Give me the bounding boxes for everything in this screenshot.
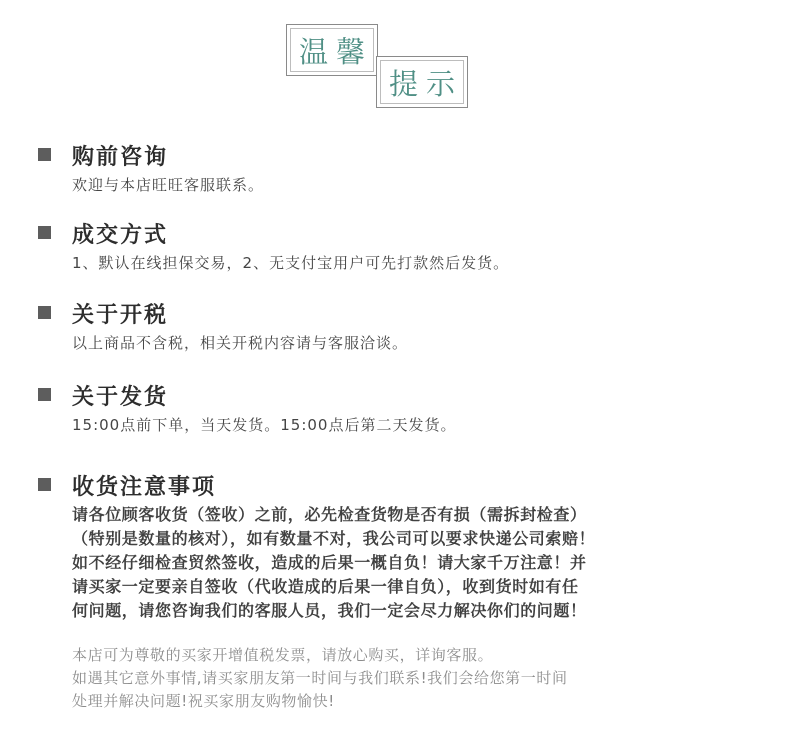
footer-note-line: 如遇其它意外事情,请买家朋友第一时间与我们联系!我们会给您第一时间 [72,669,568,687]
footer-note-line: 本店可为尊敬的买家开增值税发票，请放心购买，详询客服。 [72,646,494,664]
notice-line: 如不经仔细检查贸然签收，造成的后果一概自负！请大家千万注意！并 [72,553,587,572]
section-heading: 收货注意事项 [72,475,217,500]
title-box-tips [376,56,468,108]
section-heading: 关于发货 [72,385,169,410]
square-bullet-icon [38,388,51,401]
square-bullet-icon [38,148,51,161]
notice-paragraph [72,503,595,623]
title-text-warm: 温馨 [298,34,373,69]
notice-line: 请各位顾客收货（签收）之前，必先检查货物是否有损（需拆封检查） [72,505,587,524]
section-text: 以上商品不含税，相关开税内容请与客服洽谈。 [72,334,409,352]
notice-line: （特别是数量的核对），如有数量不对，我公司可以要求快递公司索赔！ [72,529,596,548]
square-bullet-icon [38,478,51,491]
square-bullet-icon [38,226,51,239]
section-text: 1、默认在线担保交易，2、无支付宝用户可先打款然后发货。 [72,254,510,272]
square-bullet-icon [38,306,51,319]
section-heading: 成交方式 [72,223,169,248]
notice-line: 请买家一定要亲自签收（代收造成的后果一律自负），收到货时如有任 [72,577,579,596]
section-heading: 关于开税 [72,303,169,328]
footer-note-line: 处理并解决问题!祝买家朋友购物愉快! [72,692,335,710]
section-text: 欢迎与本店旺旺客服联系。 [72,176,265,194]
notice-line: 何问题，请您咨询我们的客服人员，我们一定会尽力解决你们的问题！ [72,601,587,620]
section-heading: 购前咨询 [72,145,169,170]
footer-note [72,644,568,713]
section-text: 15:00点前下单，当天发货。15:00点后第二天发货。 [72,416,457,434]
title-box-warm [286,24,378,76]
title-text-tips: 提示 [388,66,463,101]
